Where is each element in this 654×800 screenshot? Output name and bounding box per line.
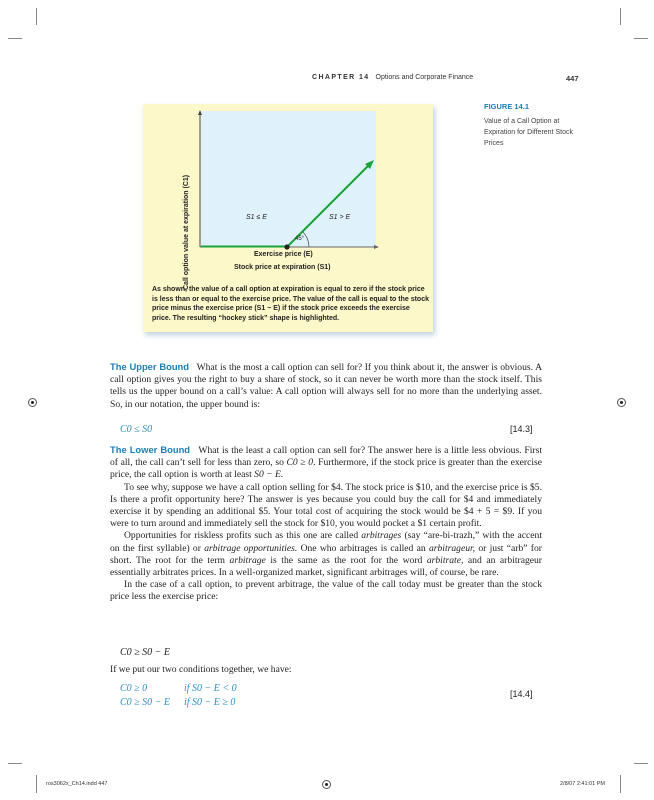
crop-mark <box>8 763 22 764</box>
exercise-price-point <box>284 244 289 249</box>
angle-label: 45° <box>295 236 305 242</box>
equation-arbitrage: C0 ≥ S0 − E <box>120 647 171 658</box>
equation-14-4-cond2: if S0 − E ≥ 0 <box>184 697 236 708</box>
registration-mark-icon <box>617 398 626 407</box>
plot-area <box>201 111 376 247</box>
text: One who arbitrages is called an <box>297 542 429 554</box>
paragraph: In the case of a call option, to prevent arbitrage, the value of the call today must be greater than the stock price less the exercise price: <box>110 579 542 603</box>
crop-mark <box>634 38 648 39</box>
text: Opportunities for riskless profits such as this one are called <box>124 530 362 542</box>
crop-mark <box>36 8 37 25</box>
crop-mark <box>634 763 648 764</box>
chapter-title: Options and Corporate Finance <box>375 74 474 81</box>
figure-label: FIGURE 14.1 <box>484 102 530 111</box>
exercise-price-label: Exercise price (E) <box>254 251 313 258</box>
equation-14-4-cond1: if S0 − E < 0 <box>184 683 237 694</box>
paragraph: If we put our two conditions together, we have: <box>110 664 292 675</box>
region-right-label: S1 > E <box>329 214 351 221</box>
upper-bound-section <box>110 361 542 411</box>
figure-caption: As shown, the value of a call option at expiration is equal to zero if the stock price is less than or equal to the exercise price. The value of the call is equal to the stock price minus the exercise price (S1 − E) if the stock price exceeds the exercise price. The resulting “hockey stick” shape is highlighted. <box>152 286 429 322</box>
term: arbitrage opportunities. <box>204 542 298 554</box>
upper-bound-text: What is the most a call option can sell for? If you think about it, the answer is obvious. A call option gives you the right to buy a share of stock, so it can never be worth more than the stock itself. This tells us the upper bound on a call’s value: A call option will always sell for no more than the underlying asset. So, in our notation, the upper bound is: <box>110 362 543 410</box>
x-axis-label: Stock price at expiration (S1) <box>234 264 331 271</box>
equation-14-4-line2: C0 ≥ S0 − E <box>120 697 171 708</box>
term: arbitrage <box>229 554 266 566</box>
registration-mark-icon <box>28 398 37 407</box>
text: (say “are-bi-trazh,” with the accent on the first syllable) or <box>110 530 542 554</box>
figure-title: Value of a Call Option at Expiration for Different Stock Prices <box>484 118 573 147</box>
lower-bound-text: . Furthermore, if the stock price is greater than the exercise price, the call option is worth at least <box>110 457 543 481</box>
page-number: 447 <box>566 74 579 83</box>
term: arbitrageur, <box>428 542 476 554</box>
paragraph <box>110 530 542 579</box>
term: arbitrate, <box>426 554 464 566</box>
lower-bound-text: What is the least a call option can sell for? The answer here is a little less obvious. First of all, the call can’t sell for less than zero, so <box>110 445 543 469</box>
text: is the same as the root for the word <box>265 554 427 566</box>
lower-bound-section <box>110 444 542 604</box>
equation-number: [14.4] <box>510 689 533 699</box>
region-left-label: S1 ≤ E <box>246 214 267 221</box>
crop-mark <box>620 8 621 25</box>
timestamp-slug: 2/8/07 2:41:01 PM <box>560 781 605 787</box>
y-axis-label: Call option value at expiration (C1) <box>183 174 190 290</box>
text: and an arbitrageur essentially arbitrates prices. In a well-organized market, significant arbitrages will, of course, be rare. <box>110 554 542 579</box>
equation-number: [14.3] <box>510 424 533 434</box>
x-axis-arrow-icon <box>374 245 379 249</box>
term: arbitrages <box>361 530 402 542</box>
paragraph: To see why, suppose we have a call option selling for $4. The stock price is $10, and the exercise price is $5. Is there a profit opportunity here? The answer is yes because you could buy the call for $4 and immediately exercise it by spending an additional $5. Your total cost of acquiring the stock would be $4 + 5 = $9. If you were to turn around and immediately sell the stock for $10, you would pocket a $1 certain profit. <box>110 481 542 530</box>
inline-math: C0 ≥ 0 <box>286 457 314 469</box>
upper-bound-heading: The Upper Bound <box>110 361 190 372</box>
text: or just “arb” for short. The root for the term <box>110 542 542 566</box>
crop-mark <box>8 38 22 39</box>
registration-mark-icon <box>322 780 331 789</box>
equation-14-3: C0 ≤ S0 <box>120 424 153 435</box>
chapter-label: CHAPTER 14 <box>312 74 370 81</box>
crop-mark <box>620 775 621 793</box>
running-header <box>312 74 473 81</box>
inline-math: S0 − E. <box>254 469 284 481</box>
equation-14-4-line1: C0 ≥ 0 <box>120 683 148 694</box>
file-slug: ros3062x_Ch14.indd 447 <box>46 781 108 787</box>
crop-mark <box>36 775 37 793</box>
lower-bound-heading: The Lower Bound <box>110 444 191 455</box>
